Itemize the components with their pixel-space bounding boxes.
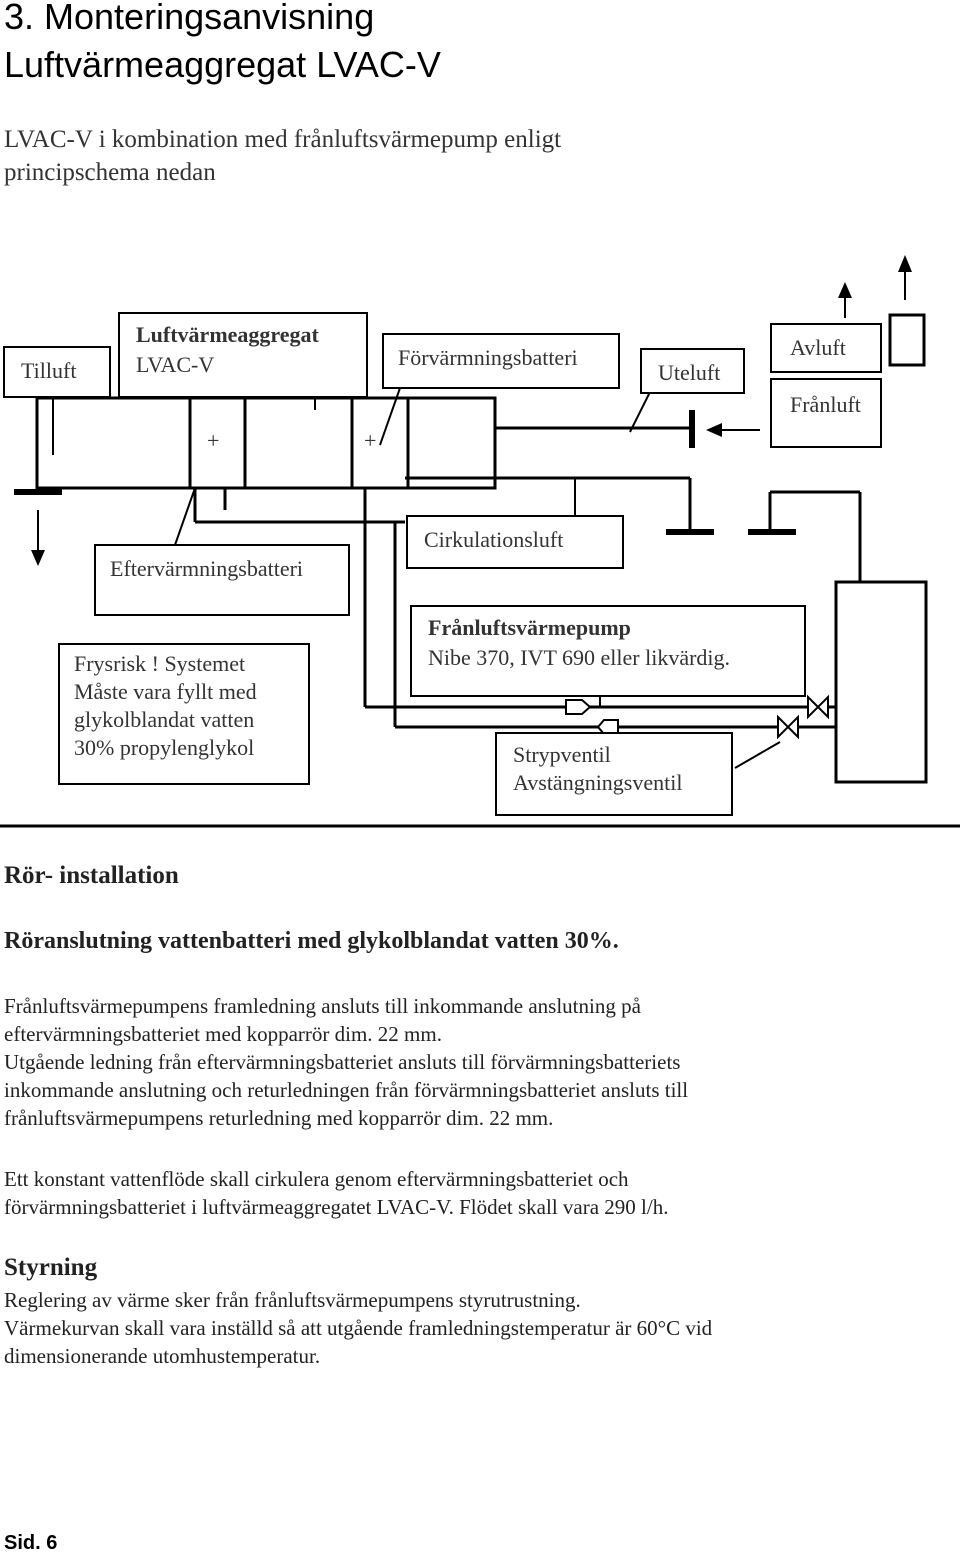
frysrisk-box [58, 643, 310, 785]
aggregat-label-line2: LVAC-V [136, 352, 215, 377]
pipe-p2-line2: förvärmningsbatteriet i luftvärmeaggregatet LVAC-V. Flödet skall vara 290 l/h. [4, 1195, 669, 1219]
pipe-p1-line2: eftervärmningsbatteriet med kopparrör dim. 22 mm. [4, 1022, 442, 1046]
cirkulationsluft-label: Cirkulationsluft [424, 527, 564, 552]
pipe-p2-line1: Ett konstant vattenflöde skall cirkulera genom eftervärmningsbatteriet och [4, 1167, 629, 1191]
pipe-p1-line4: inkommande anslutning och returledningen från förvärmningsbatteriet ansluts till [4, 1078, 689, 1102]
control-line2: Värmekurvan skall vara inställd så att utgående framledningstemperatur är 60°C vid [4, 1316, 713, 1340]
section-pipe-subheading: Röranslutning vattenbatteri med glykolblandat vatten 30%. [4, 928, 619, 954]
aggregat-box [118, 312, 368, 398]
tilluft-label: Tilluft [21, 358, 77, 383]
frysrisk-line2: Måste vara fyllt med [74, 679, 257, 704]
heatpump-box [410, 605, 806, 697]
heatpump-label-line1: Frånluftsvärmepump [428, 615, 631, 640]
frysrisk-line3: glykolblandat vatten [74, 707, 255, 732]
section-control-heading: Styrning [4, 1254, 98, 1281]
aggregat-label-line1: Luftvärmeaggregat [136, 322, 319, 347]
aggregate-unit [37, 398, 495, 488]
avluft-box [770, 323, 882, 373]
section-pipe-heading: Rör- installation [4, 862, 179, 889]
ventil-label-line1: Strypventil [513, 742, 611, 767]
control-line1: Reglering av värme sker från frånluftsvärmepumpens styrutrustning. [4, 1288, 581, 1312]
cirkulationsluft-box [406, 515, 624, 569]
plus-sign-1: + [207, 428, 220, 453]
subtitle-line1: LVAC-V i kombination med frånluftsvärmepump enligt [4, 126, 562, 153]
heatpump-label-line2: Nibe 370, IVT 690 eller likvärdig. [428, 645, 731, 670]
control-line3: dimensionerande utomhustemperatur. [4, 1344, 321, 1368]
tilluft-box [3, 346, 111, 398]
page-number: Sid. 6 [4, 1532, 58, 1554]
plus-sign-2: + [364, 428, 377, 453]
pipe-p1-line1: Frånluftsvärmepumpens framledning ansluts till inkommande anslutning på [4, 994, 641, 1018]
forvarmning-box [382, 333, 620, 389]
page-title-line2: Luftvärmeaggregat LVAC-V [4, 44, 441, 85]
ventil-label-line2: Avstängningsventil [513, 770, 683, 795]
franluft-box [770, 378, 882, 448]
uteluft-box [640, 348, 745, 394]
uteluft-label: Uteluft [658, 360, 721, 385]
frysrisk-line4: 30% propylenglykol [74, 735, 255, 760]
eftervarmning-label: Eftervärmningsbatteri [110, 556, 304, 581]
ventil-box [495, 732, 733, 816]
franluft-label: Frånluft [790, 392, 861, 417]
avluft-label: Avluft [790, 335, 846, 360]
subtitle-line2: principschema nedan [4, 159, 216, 186]
forvarmning-label: Förvärmningsbatteri [398, 345, 578, 370]
page-title-line1: 3. Monteringsanvisning [4, 0, 375, 37]
eftervarmning-box [94, 544, 350, 616]
frysrisk-line1: Frysrisk ! Systemet [74, 651, 246, 676]
pipe-p1-line5: frånluftsvärmepumpens returledning med kopparrör dim. 22 mm. [4, 1106, 554, 1130]
pipe-p1-line3: Utgående ledning från eftervärmningsbatteriet ansluts till förvärmningsbatteriets [4, 1050, 681, 1074]
